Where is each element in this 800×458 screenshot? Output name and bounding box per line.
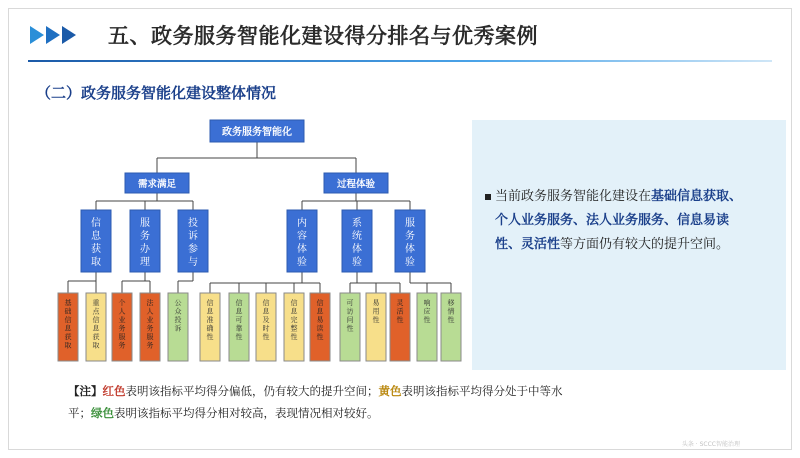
indicator-leaf-label: 可访问性 [346,299,354,333]
indicator-leaf-label: 信息及时性 [262,299,270,341]
section-subtitle: （二）政务服务智能化建设整体情况 [36,84,277,102]
indicator-leaf-label: 公众投诉 [174,299,182,333]
legend-red-label: 红色 [102,384,126,398]
indicator-leaf-label: 个人业务服务 [118,299,126,350]
summary-text-part2: 等方面仍有较大的提升空间。 [560,237,730,252]
category-node-label: 需求满足 [137,179,177,190]
subcategory-node-label: 服务体验 [405,218,415,268]
legend-red-text: 表明该指标平均得分偏低，仍有较大的提升空间； [125,384,379,398]
indicator-leaf-label: 法人业务服务 [146,299,154,350]
legend-green-text: 表明该指标平均得分相对较高，表现情况相对较好。 [114,406,379,420]
color-legend-note [68,380,568,424]
indicator-leaf-label: 易用性 [372,299,380,324]
diagram-nodes [58,120,461,361]
connector-lines [68,142,451,293]
subcategory-node-label: 内容体验 [297,218,307,268]
indicator-leaf-label: 信息完整性 [290,299,298,341]
indicator-leaf-label: 灵活性 [396,299,404,324]
watermark-text: 头条 · SCCC智能治理 [681,441,740,448]
legend-yellow-label: 黄色 [378,384,402,398]
indicator-leaf-label: 信息易读性 [316,299,324,341]
root-node-label: 政务服务智能化 [222,127,292,138]
subcategory-node-label: 服务办理 [140,218,150,268]
indicator-leaf-label: 信息可靠性 [235,299,243,341]
subcategory-node-label: 系统体验 [352,218,362,268]
indicator-leaf-label: 信息准确性 [206,299,214,341]
legend-green-label: 绿色 [91,406,114,420]
slide-title: 五、政务服务智能化建设得分排名与优秀案例 [108,24,538,48]
indicator-leaf-label: 重点信息获取 [92,299,100,350]
subcategory-node-label: 信息获取 [91,218,101,268]
indicator-leaf-label: 移情性 [447,299,455,324]
summary-highlight: 基础信息获取、个人业务服务、法人业务服务、信息易读性、灵活性 [495,189,743,252]
indicator-leaf-label: 基础信息获取 [64,299,72,350]
category-node-label: 过程体验 [336,179,376,190]
subcategory-node-label: 投诉参与 [188,218,198,268]
legend-prefix: 【注】 [68,384,103,398]
indicator-leaf-label: 响应性 [423,299,431,324]
summary-text-part1: 当前政务服务智能化建设在 [495,189,652,204]
legend-yellow-text: 表明该指标平均得分处于中等水平； [68,384,563,420]
